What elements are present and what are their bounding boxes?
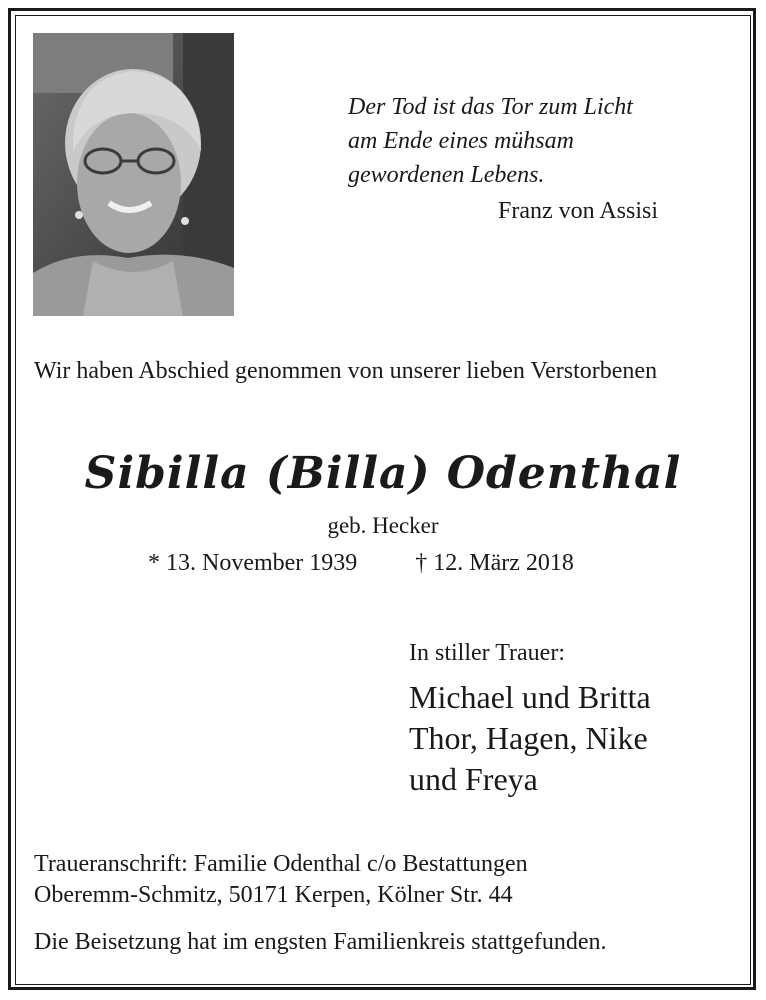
death-date: † 12. März 2018 [415,550,574,576]
maiden-name: geb. Hecker [327,513,439,538]
burial-note: Die Beisetzung hat im engsten Familienkreis stattgefunden. [34,929,607,955]
mourners-label: In stiller Trauer: [409,640,565,666]
mourner-line: Michael und Britta [409,679,651,715]
mourner-line: und Freya [409,761,538,797]
portrait-photo [33,33,234,316]
mourner-line: Thor, Hagen, Nike [409,720,648,756]
quote-line: gewordenen Lebens. [348,162,545,188]
quote-line: am Ende eines mühsam [348,128,574,154]
birth-date: * 13. November 1939 [148,550,358,576]
intro-text: Wir haben Abschied genommen von unserer lieben Verstorbenen [34,358,658,384]
deceased-name: Sibilla (Billa) Odenthal [84,448,682,499]
quote [348,90,728,192]
life-dates [148,550,574,577]
quote-author: Franz von Assisi [498,198,659,224]
mourners-list [409,677,651,800]
mourning-address [34,849,528,911]
address-line: Oberemm-Schmitz, 50171 Kerpen, Kölner Str. 44 [34,882,513,908]
address-line: Traueranschrift: Familie Odenthal c/o Bestattungen [34,851,528,877]
quote-line: Der Tod ist das Tor zum Licht [348,94,633,120]
